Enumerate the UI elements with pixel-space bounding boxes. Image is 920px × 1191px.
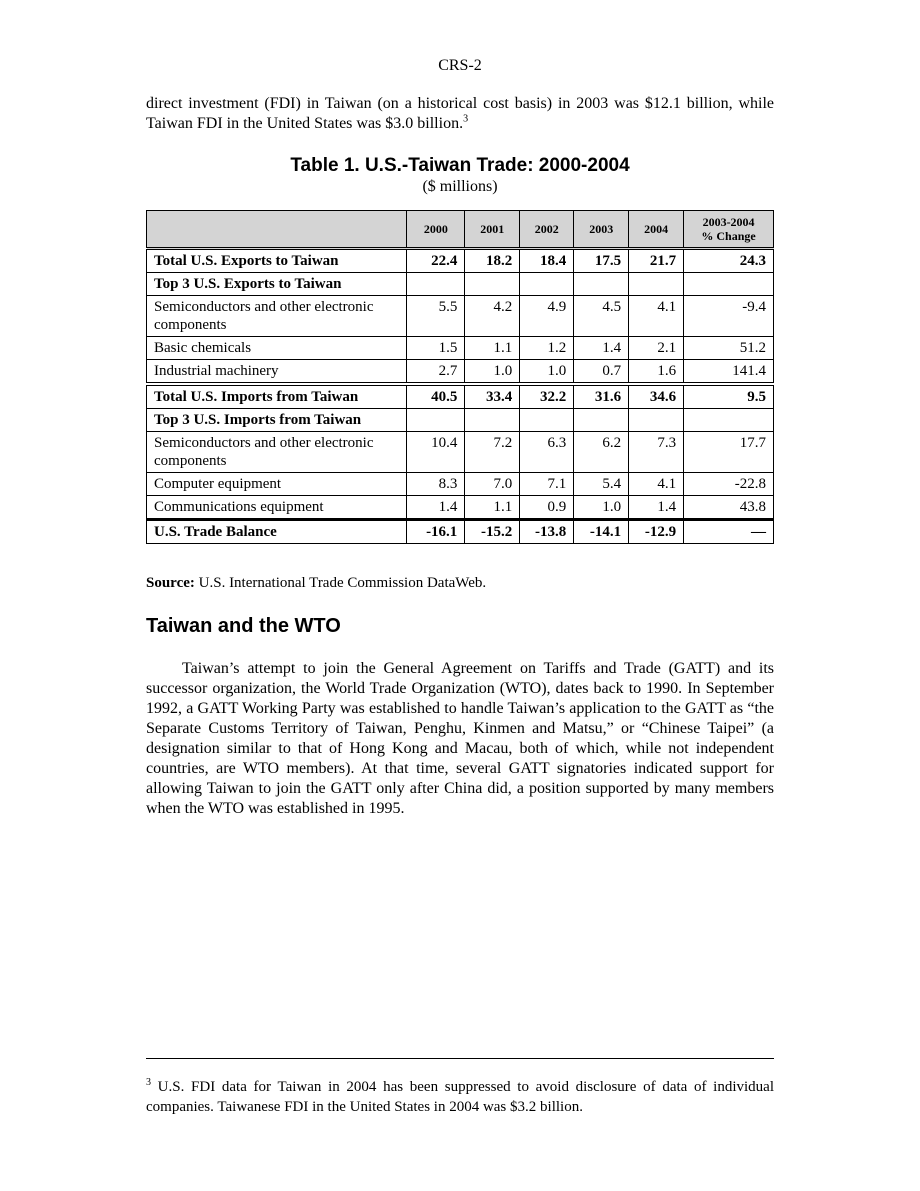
footnote-text: U.S. FDI data for Taiwan in 2004 has been suppressed to avoid disclosure of data of individual companies. Taiwanese FDI in the United States in 2004 was $3.2 billion. xyxy=(146,1079,774,1115)
value-cell: -15.2 xyxy=(465,520,520,544)
page-number: CRS-2 xyxy=(438,57,482,74)
value-cell: 2.7 xyxy=(407,360,465,385)
footnote-divider xyxy=(146,1058,774,1059)
footnote-ref: 3 xyxy=(463,113,469,125)
source-label: Source: xyxy=(146,575,195,591)
value-cell: 7.3 xyxy=(629,432,684,473)
value-cell xyxy=(407,409,465,432)
value-cell: 0.9 xyxy=(520,496,574,520)
table-row xyxy=(147,249,774,273)
row-label: U.S. Trade Balance xyxy=(147,520,407,544)
value-cell xyxy=(574,409,629,432)
value-cell: 1.1 xyxy=(465,496,520,520)
intro-paragraph xyxy=(146,94,774,134)
value-cell: 4.1 xyxy=(629,296,684,337)
footnote-number: 3 xyxy=(146,1077,151,1088)
value-cell: 9.5 xyxy=(684,384,774,409)
table-row xyxy=(147,473,774,496)
value-cell: 5.5 xyxy=(407,296,465,337)
value-cell: -14.1 xyxy=(574,520,629,544)
value-cell xyxy=(520,409,574,432)
value-cell: 1.1 xyxy=(465,337,520,360)
value-cell: 6.2 xyxy=(574,432,629,473)
header-year: 2003 xyxy=(574,211,629,249)
table-header-row xyxy=(147,211,774,249)
value-cell: 1.5 xyxy=(407,337,465,360)
value-cell: 2.1 xyxy=(629,337,684,360)
value-cell: 22.4 xyxy=(407,249,465,273)
value-cell xyxy=(520,273,574,296)
value-cell: -13.8 xyxy=(520,520,574,544)
table-title: Table 1. U.S.-Taiwan Trade: 2000-2004 xyxy=(290,155,630,176)
table-row xyxy=(147,409,774,432)
table-row xyxy=(147,496,774,520)
value-cell xyxy=(684,409,774,432)
value-cell xyxy=(684,273,774,296)
value-cell xyxy=(407,273,465,296)
value-cell: 4.9 xyxy=(520,296,574,337)
value-cell: 5.4 xyxy=(574,473,629,496)
value-cell: 17.5 xyxy=(574,249,629,273)
value-cell: -9.4 xyxy=(684,296,774,337)
value-cell: 43.8 xyxy=(684,496,774,520)
row-label: Computer equipment xyxy=(147,473,407,496)
row-label: Industrial machinery xyxy=(147,360,407,385)
value-cell: 7.0 xyxy=(465,473,520,496)
value-cell: 4.1 xyxy=(629,473,684,496)
value-cell: 4.2 xyxy=(465,296,520,337)
row-label: Top 3 U.S. Exports to Taiwan xyxy=(147,273,407,296)
value-cell: — xyxy=(684,520,774,544)
table-row xyxy=(147,337,774,360)
table-row xyxy=(147,360,774,385)
row-label: Basic chemicals xyxy=(147,337,407,360)
value-cell: 31.6 xyxy=(574,384,629,409)
value-cell: 21.7 xyxy=(629,249,684,273)
value-cell: -12.9 xyxy=(629,520,684,544)
value-cell: 4.5 xyxy=(574,296,629,337)
body-paragraph: Taiwan’s attempt to join the General Agreement on Tariffs and Trade (GATT) and its successor organization, the World Trade Organization (WTO), dates back to 1990. In September 1992, a GATT Working Party was established to handle Taiwan’s application to the GATT as “the Separate Customs Territory of Taiwan, Penghu, Kinmen and Matsu,” or “Chinese Taipei” (a designation similar to that of Hong Kong and Macau, both of which, while not independent countries, are WTO members). At that time, several GATT signatories indicated support for allowing Taiwan to join the GATT only after China did, a position supported by many members when the WTO was established in 1995. xyxy=(146,660,774,817)
value-cell: 8.3 xyxy=(407,473,465,496)
table-row xyxy=(147,432,774,473)
header-percent-change: 2003-2004 % Change xyxy=(684,211,774,249)
header-year: 2001 xyxy=(465,211,520,249)
source-text: U.S. International Trade Commission DataWeb. xyxy=(194,575,487,591)
header-year: 2000 xyxy=(407,211,465,249)
value-cell: 1.4 xyxy=(407,496,465,520)
value-cell: 141.4 xyxy=(684,360,774,385)
table-subtitle: ($ millions) xyxy=(422,178,498,195)
value-cell: 1.4 xyxy=(574,337,629,360)
value-cell: 51.2 xyxy=(684,337,774,360)
value-cell: 32.2 xyxy=(520,384,574,409)
table-row xyxy=(147,384,774,409)
header-blank-cell xyxy=(147,211,407,249)
row-label: Semiconductors and other electronic components xyxy=(147,432,407,473)
value-cell: 1.0 xyxy=(574,496,629,520)
value-cell: 1.0 xyxy=(465,360,520,385)
row-label: Total U.S. Imports from Taiwan xyxy=(147,384,407,409)
value-cell xyxy=(465,409,520,432)
value-cell: -16.1 xyxy=(407,520,465,544)
row-label: Semiconductors and other electronic components xyxy=(147,296,407,337)
row-label: Top 3 U.S. Imports from Taiwan xyxy=(147,409,407,432)
value-cell: 17.7 xyxy=(684,432,774,473)
value-cell: 1.4 xyxy=(629,496,684,520)
footnote xyxy=(146,1077,774,1117)
header-year: 2004 xyxy=(629,211,684,249)
value-cell: 1.2 xyxy=(520,337,574,360)
value-cell: 40.5 xyxy=(407,384,465,409)
value-cell: 0.7 xyxy=(574,360,629,385)
value-cell: 33.4 xyxy=(465,384,520,409)
value-cell xyxy=(574,273,629,296)
table-row xyxy=(147,273,774,296)
value-cell: 7.2 xyxy=(465,432,520,473)
value-cell xyxy=(629,409,684,432)
value-cell: 7.1 xyxy=(520,473,574,496)
section-heading: Taiwan and the WTO xyxy=(146,615,341,637)
header-year: 2002 xyxy=(520,211,574,249)
intro-text: direct investment (FDI) in Taiwan (on a historical cost basis) in 2003 was $12.1 billion, while Taiwan FDI in the United States was $3.0 billion. xyxy=(146,95,774,132)
value-cell: 1.6 xyxy=(629,360,684,385)
value-cell: 10.4 xyxy=(407,432,465,473)
value-cell xyxy=(465,273,520,296)
table-body xyxy=(147,249,774,544)
value-cell: 34.6 xyxy=(629,384,684,409)
trade-table xyxy=(146,210,774,544)
value-cell: -22.8 xyxy=(684,473,774,496)
value-cell: 6.3 xyxy=(520,432,574,473)
table-row xyxy=(147,296,774,337)
value-cell xyxy=(629,273,684,296)
value-cell: 1.0 xyxy=(520,360,574,385)
table-row xyxy=(147,520,774,544)
row-label: Communications equipment xyxy=(147,496,407,520)
row-label: Total U.S. Exports to Taiwan xyxy=(147,249,407,273)
value-cell: 24.3 xyxy=(684,249,774,273)
value-cell: 18.2 xyxy=(465,249,520,273)
table-source xyxy=(146,575,486,592)
value-cell: 18.4 xyxy=(520,249,574,273)
